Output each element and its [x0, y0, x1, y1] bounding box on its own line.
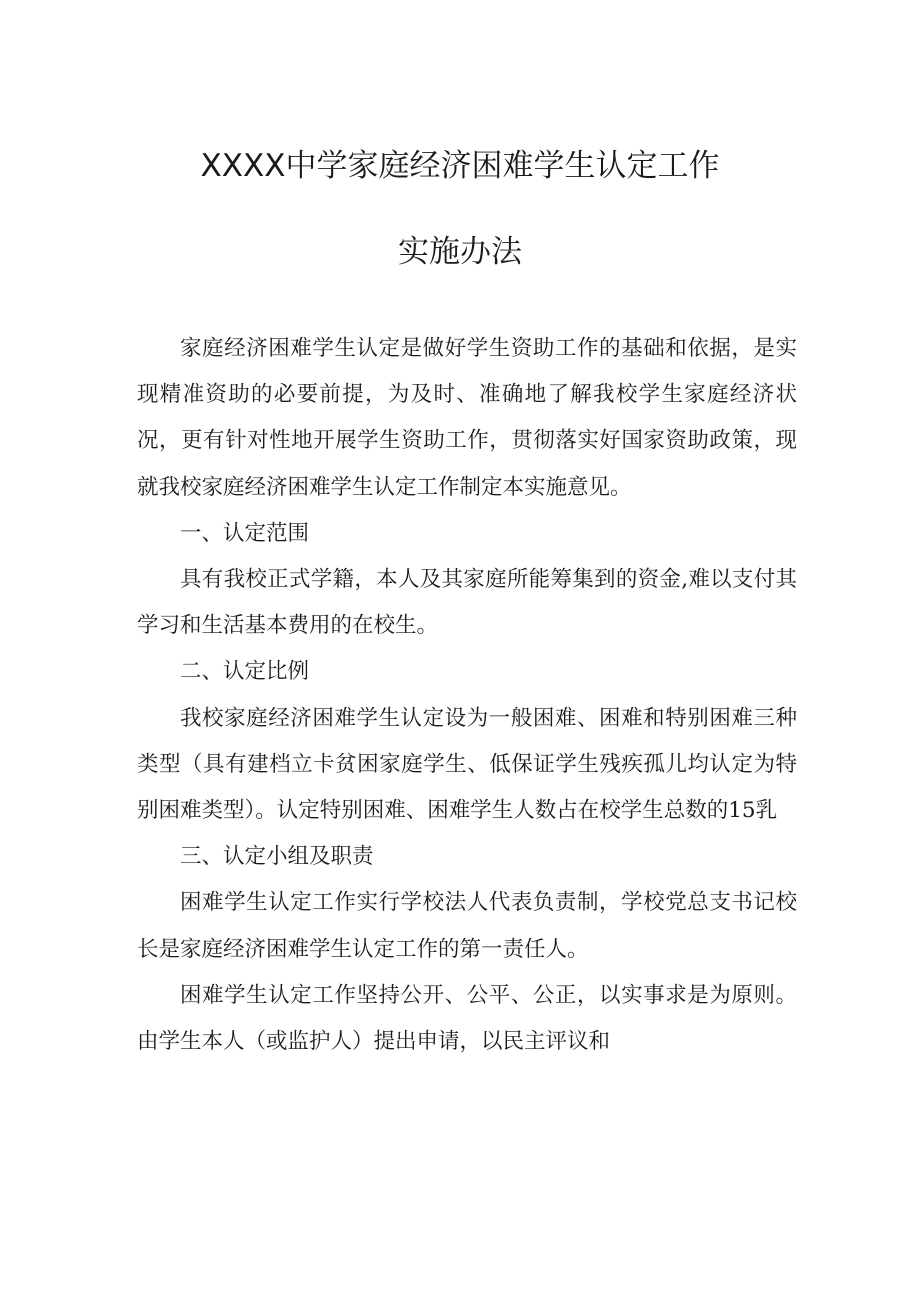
section-heading-ratio: 二、认定比例	[180, 659, 310, 685]
group-paragraph-1: 困难学生认定工作实行学校法人代表负责制，学校党总支书记校长是家庭经济困难学生认定工作的第一责任人。	[137, 890, 797, 962]
section-heading-scope: 一、认定范围	[180, 520, 310, 546]
document-body	[137, 326, 797, 1065]
document-title-line-2: 实施办法	[398, 234, 522, 270]
document-title-line-1: XXXX中学家庭经济困难学生认定工作	[200, 148, 720, 184]
ratio-paragraph: 我校家庭经济困难学生认定设为一般困难、困难和特别困难三种类型（具有建档立卡贫困家庭学生、低保证学生残疾孤儿均认定为特别困难类型）。认定特别困难、困难学生人数占在校学生总数的15乳	[137, 705, 797, 824]
scope-paragraph: 具有我校正式学籍，本人及其家庭所能筹集到的资金,难以支付其学习和生活基本费用的在校生。	[137, 567, 797, 639]
intro-paragraph: 家庭经济困难学生认定是做好学生资助工作的基础和依据，是实现精准资助的必要前提，为及时、准确地了解我校学生家庭经济状况，更有针对性地开展学生资助工作，贯彻落实好国家资助政策，现就我校家庭经济困难学生认定工作制定本实施意见。	[137, 336, 797, 500]
group-paragraph-2: 困难学生认定工作坚持公开、公平、公正，以实事求是为原则。由学生本人（或监护人）提出申请，以民主评议和	[137, 982, 797, 1055]
section-heading-group: 三、认定小组及职责	[180, 844, 374, 870]
